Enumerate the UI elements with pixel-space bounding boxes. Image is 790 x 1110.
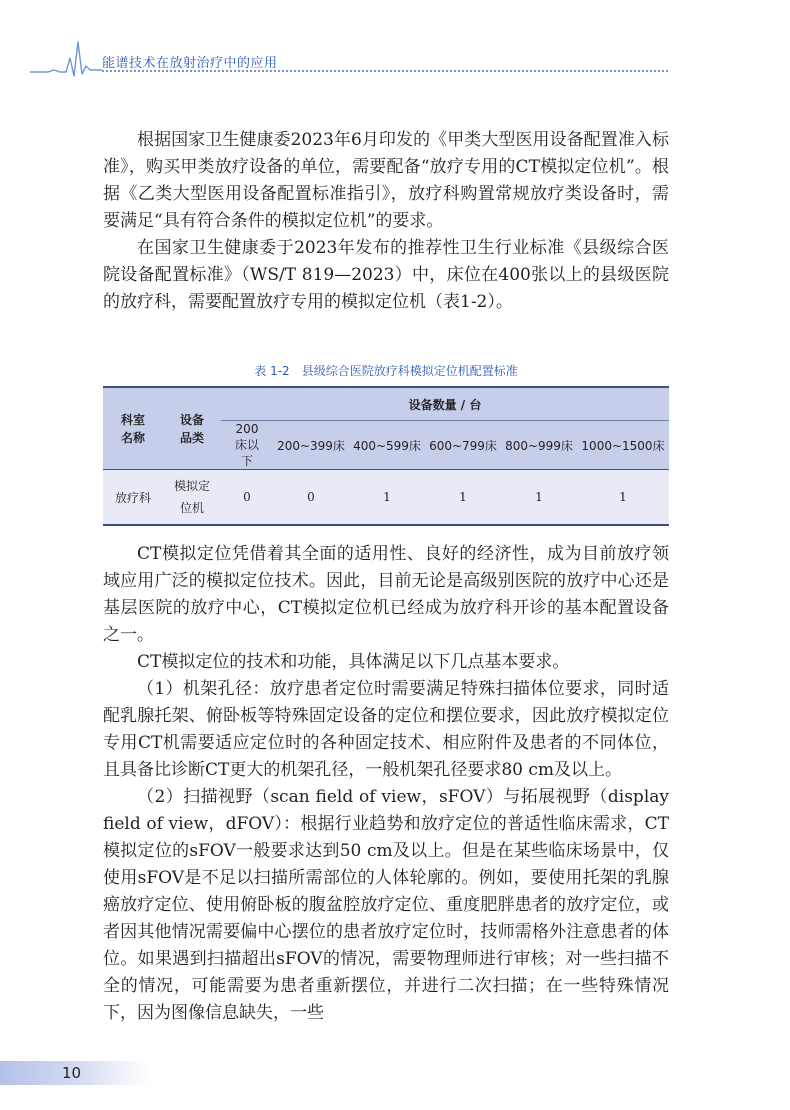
cell-value: 1: [619, 490, 627, 504]
config-standard-table: [103, 386, 669, 526]
header-dotted-rule: [102, 70, 668, 72]
paragraph: （1）机架孔径：放疗患者定位时需要满足特殊扫描体位要求，同时适配乳腺托架、俯卧板等特殊固定设备的定位和摆位要求，因此放疗模拟定位专用CT机需要适应定位时的各种固定技术、相应附件及患者的不同体位，且具备比诊断CT更大的机架孔径，一般机架孔径要求80 cm及以上。: [103, 679, 669, 780]
cell-value: 0: [243, 490, 251, 504]
cell-value: 1: [459, 490, 467, 504]
header-bed-range: 600~799床: [429, 438, 497, 453]
header-bed-range: 400~599床: [353, 438, 421, 453]
cell-value: 1: [383, 490, 391, 504]
cell-category: 模拟定位机: [174, 479, 211, 515]
paragraph: CT模拟定位的技术和功能，具体满足以下几点基本要求。: [137, 652, 570, 672]
paragraph: 在国家卫生健康委于2023年发布的推荐性卫生行业标准《县级综合医院设备配置标准》（WS/T 819—2023）中，床位在400张以上的县级医院的放疗科，需要配置放疗专用的模拟定位机（表1-2）。: [103, 238, 669, 312]
cell-value: 1: [535, 490, 543, 504]
table-row: [103, 470, 669, 526]
body-text-top: [103, 127, 669, 316]
header-bed-range: 200床以下: [234, 422, 259, 468]
ecg-wave-icon: [30, 38, 102, 78]
page-header: [0, 0, 790, 90]
cell-value: 0: [307, 490, 315, 504]
cell-dept: 放疗科: [114, 490, 151, 505]
header-bed-range: 200~399床: [277, 438, 345, 453]
page-number: 10: [62, 1064, 82, 1082]
header-dept: 科室名称: [120, 412, 145, 445]
table-caption: 表 1-2 县级综合医院放疗科模拟定位机配置标准: [254, 364, 518, 378]
header-quantity: 设备数量 / 台: [221, 387, 669, 421]
paragraph: 根据国家卫生健康委2023年6月印发的《甲类大型医用设备配置准入标准》，购买甲类放疗设备的单位，需要配备“放疗专用的CT模拟定位机”。根据《乙类大型医用设备配置标准指引》，放疗科购置常规放疗类设备时，需要满足“具有符合条件的模拟定位机”的要求。: [103, 130, 669, 231]
header-category: 设备品类: [179, 412, 204, 445]
header-bed-range: 1000~1500床: [581, 438, 665, 453]
paragraph: CT模拟定位凭借着其全面的适用性、良好的经济性，成为目前放疗领域应用广泛的模拟定位技术。因此，目前无论是高级别医院的放疗中心还是基层医院的放疗中心，CT模拟定位机已经成为放疗科开诊的基本配置设备之一。: [103, 544, 669, 645]
header-bed-range: 800~999床: [505, 438, 573, 453]
running-header-title: 能谱技术在放射治疗中的应用: [102, 56, 278, 71]
body-text-bottom: [103, 541, 669, 1027]
paragraph: （2）扫描视野（scan field of view，sFOV）与拓展视野（display field of view，dFOV）：根据行业趋势和放疗定位的普适性临床需求，CT模拟定位的sFOV一般要求达到50 cm及以上。但是在某些临床场景中，仅使用sFOV是不足以扫描所需部位的人体轮廓的。例如，要使用托架的乳腺癌放疗定位、使用俯卧板的腹盆腔放疗定位、重度肥胖患者的放疗定位，或者因其他情况需要偏中心摆位的患者放疗定位时，技师需格外注意患者的体位。如果遇到扫描超出sFOV的情况，需要物理师进行审核；对一些扫描不全的情况，可能需要为患者重新摆位，并进行二次扫描；在一些特殊情况下，因为图像信息缺失，一些: [103, 787, 669, 1023]
